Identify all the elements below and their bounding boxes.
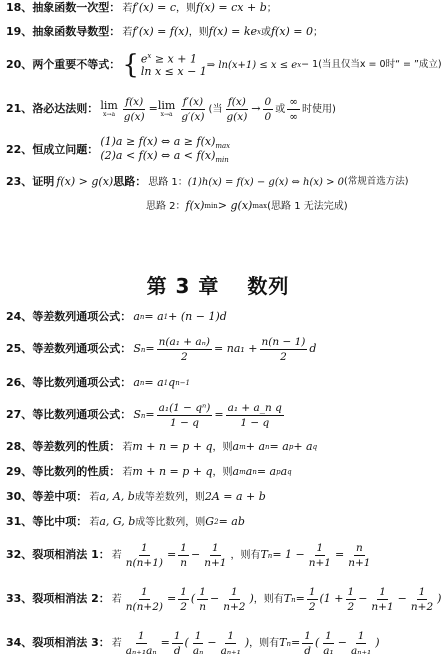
math: − bbox=[207, 636, 217, 650]
math: = bbox=[145, 342, 155, 356]
math: → bbox=[251, 102, 261, 116]
math: (1 + bbox=[319, 592, 344, 606]
math-sub: p bbox=[288, 443, 294, 452]
fraction bbox=[122, 96, 147, 123]
numerator: 0 bbox=[263, 96, 274, 110]
item-title: 等比数列通项公式： bbox=[32, 408, 132, 422]
lim-sub: x→a bbox=[160, 110, 173, 118]
text: 若 bbox=[122, 466, 133, 478]
math: f(x) = cx + b bbox=[196, 1, 267, 14]
item-number: 18、 bbox=[6, 1, 33, 14]
numerator: 1 bbox=[210, 542, 221, 556]
math: + a bbox=[245, 440, 266, 453]
denominator: aₙ₊₁ bbox=[220, 645, 241, 658]
fraction bbox=[178, 586, 189, 613]
math: + (n − 1)d bbox=[168, 310, 227, 323]
math: f(x) > g(x) bbox=[56, 175, 114, 188]
math-sub: n bbox=[291, 595, 296, 604]
text: 成等比数列，则 bbox=[135, 516, 206, 528]
math: = bbox=[167, 592, 177, 606]
math: ( bbox=[190, 592, 196, 606]
math: − bbox=[190, 548, 201, 562]
numerator: n(a₁ + aₙ) bbox=[157, 336, 212, 350]
denominator: 2 bbox=[280, 351, 287, 364]
fraction bbox=[202, 542, 228, 569]
math-sup: n−1 bbox=[175, 379, 191, 388]
numerator: 1 bbox=[139, 542, 150, 556]
denominator: 1 − q bbox=[240, 417, 270, 430]
math: = bbox=[295, 592, 305, 606]
fraction bbox=[124, 586, 165, 613]
formula-28 bbox=[6, 441, 432, 454]
math-sub: n bbox=[267, 551, 273, 560]
fraction bbox=[179, 96, 206, 123]
math: > g(x) bbox=[217, 199, 253, 212]
math: a, A, b bbox=[99, 490, 135, 503]
math: f(x) bbox=[185, 199, 205, 212]
math: S bbox=[133, 342, 141, 356]
math-sub: n bbox=[140, 411, 146, 420]
numerator: 1 bbox=[377, 586, 388, 600]
item-number: 29、 bbox=[6, 465, 33, 478]
item-number: 31、 bbox=[6, 515, 33, 528]
math-sup: x bbox=[257, 28, 261, 37]
numerator: a₁ + a_n q bbox=[226, 402, 284, 416]
chapter-label: 第 3 章 bbox=[146, 274, 220, 298]
math: = bbox=[167, 548, 177, 562]
math-sup: 2 bbox=[214, 518, 219, 527]
fraction bbox=[157, 402, 213, 429]
text: (当 bbox=[208, 103, 223, 115]
math: ) bbox=[375, 636, 380, 650]
numerator: 1 bbox=[417, 586, 428, 600]
denominator: g′(x) bbox=[181, 111, 205, 124]
math: ( bbox=[184, 636, 189, 650]
math: ( bbox=[314, 636, 320, 650]
text: (思路 1 无法完成) bbox=[267, 200, 348, 212]
denominator: 2 bbox=[180, 351, 188, 364]
chapter-heading bbox=[0, 270, 436, 299]
math: = bbox=[160, 636, 170, 650]
item-number: 21、 bbox=[6, 102, 33, 116]
math: a bbox=[232, 465, 240, 478]
fraction bbox=[369, 586, 395, 613]
denominator: a₁ bbox=[323, 645, 334, 658]
numerator: f(x) bbox=[226, 96, 248, 110]
item-number: 23、 bbox=[6, 175, 33, 188]
math: (1)h(x) = f(x) − g(x) ⇔ h(x) > 0 bbox=[187, 176, 344, 188]
denominator: n+2 bbox=[410, 601, 434, 614]
text: ，则有 bbox=[249, 637, 280, 649]
math: = a bbox=[256, 465, 277, 478]
item-number: 24、 bbox=[6, 310, 33, 323]
formula-21 bbox=[6, 96, 432, 123]
math: a bbox=[245, 465, 253, 478]
denominator: n+2 bbox=[223, 601, 246, 614]
math: ≥ x + 1 bbox=[151, 52, 197, 66]
math-sub: n bbox=[139, 313, 145, 322]
lim: lim bbox=[157, 99, 176, 113]
fraction bbox=[124, 630, 159, 657]
math-sub: min bbox=[204, 202, 218, 211]
brace-system bbox=[122, 52, 206, 79]
math: = bbox=[145, 408, 155, 422]
fraction bbox=[287, 96, 300, 123]
item-title: 等比数列通项公式： bbox=[32, 376, 132, 389]
fraction bbox=[346, 586, 357, 613]
denominator: n(n+1) bbox=[125, 557, 163, 570]
numerator: 1 bbox=[225, 630, 236, 644]
math: − bbox=[209, 592, 220, 606]
numerator: 1 bbox=[356, 630, 367, 644]
math: ⇒ ln(x+1) ≤ x ≤ e bbox=[206, 59, 298, 71]
item-number: 25、 bbox=[6, 342, 33, 356]
fraction bbox=[224, 96, 249, 123]
fraction bbox=[349, 630, 373, 657]
math-sub: m bbox=[239, 443, 246, 452]
math: = a bbox=[144, 376, 164, 389]
text: ，则 bbox=[212, 466, 233, 478]
math-sub: n bbox=[286, 639, 292, 648]
math: f(x) = 0 bbox=[270, 25, 314, 38]
item-title: 证明 bbox=[32, 175, 55, 188]
numerator: f(x) bbox=[123, 96, 145, 110]
formula-23 bbox=[6, 176, 432, 189]
fraction bbox=[302, 630, 313, 657]
fraction bbox=[226, 402, 284, 429]
text: 或 bbox=[275, 103, 286, 115]
denominator: 1 − q bbox=[170, 417, 199, 430]
formula-30 bbox=[6, 491, 432, 504]
text: ，则有 bbox=[230, 549, 261, 561]
formula-29 bbox=[6, 466, 432, 479]
numerator: 1 bbox=[197, 586, 208, 600]
denominator: 2 bbox=[347, 601, 355, 614]
math: = bbox=[335, 548, 345, 562]
numerator: 1 bbox=[302, 630, 313, 644]
item-title: 抽象函数一次型： bbox=[32, 1, 121, 14]
fraction bbox=[260, 336, 308, 363]
text: 若 bbox=[89, 491, 100, 503]
math-sub: max bbox=[215, 142, 231, 151]
denominator: d bbox=[173, 645, 181, 658]
lim: lim bbox=[100, 99, 118, 113]
math: T bbox=[260, 548, 268, 562]
math: m + n = p + q bbox=[132, 440, 213, 453]
denominator: g(x) bbox=[226, 111, 248, 124]
formula-26 bbox=[6, 377, 432, 390]
numerator: 1 bbox=[315, 542, 326, 556]
math: (1)a ≥ f(x) ⇔ a ≥ f(x) bbox=[100, 135, 216, 148]
text: 若 bbox=[122, 441, 133, 453]
text: 若 bbox=[111, 593, 122, 605]
math-sub: m bbox=[239, 468, 246, 477]
math: d bbox=[309, 342, 317, 356]
denominator: n+1 bbox=[371, 601, 394, 614]
numerator: f′(x) bbox=[181, 96, 205, 110]
text: − 1(当且仅当x = 0时“ = ”成立) bbox=[301, 59, 442, 70]
math: ) bbox=[249, 592, 254, 606]
formula-18 bbox=[6, 2, 432, 15]
math: − bbox=[358, 592, 368, 606]
item-title: 裂项相消法 1： bbox=[32, 548, 110, 562]
text: 或 bbox=[260, 26, 271, 38]
item-number: 26、 bbox=[6, 376, 33, 389]
text: 思路 1： bbox=[148, 176, 188, 188]
lim-sub: x→a bbox=[103, 110, 116, 118]
denominator: g(x) bbox=[123, 111, 145, 124]
item-number: 30、 bbox=[6, 490, 33, 503]
math: = ab bbox=[218, 515, 245, 528]
fraction bbox=[221, 586, 247, 613]
fraction bbox=[178, 542, 189, 569]
text: ，则 bbox=[212, 441, 233, 453]
math: ) bbox=[244, 636, 250, 650]
math-sup: x bbox=[297, 61, 302, 70]
math: a bbox=[133, 310, 140, 323]
math: a, G, b bbox=[99, 515, 136, 528]
math: T bbox=[279, 636, 287, 650]
denominator: aₙ bbox=[192, 645, 204, 658]
denominator: n bbox=[199, 601, 206, 614]
formula-24 bbox=[6, 311, 432, 324]
item-number: 33、 bbox=[6, 592, 33, 606]
item-number: 19、 bbox=[6, 25, 33, 38]
numerator: n bbox=[354, 542, 365, 556]
math: a bbox=[232, 440, 240, 453]
math: = bbox=[214, 408, 224, 422]
text: ，则 bbox=[176, 2, 197, 14]
math: f(x) = ke bbox=[208, 25, 257, 38]
math-sub: 1 bbox=[163, 379, 169, 388]
fraction bbox=[124, 542, 165, 569]
math: S bbox=[133, 408, 141, 422]
fraction bbox=[307, 542, 333, 569]
math: e bbox=[140, 52, 148, 66]
formula-23-line2 bbox=[146, 200, 432, 213]
math-sub: n bbox=[140, 345, 146, 354]
text: ，则有 bbox=[253, 593, 284, 605]
math-sub: n bbox=[265, 443, 270, 452]
math-sub: 1 bbox=[163, 313, 169, 322]
math-sub: n bbox=[139, 379, 145, 388]
math: = bbox=[291, 636, 301, 650]
math: = bbox=[148, 102, 158, 116]
denominator: d bbox=[304, 645, 311, 658]
item-number: 27、 bbox=[6, 408, 33, 422]
numerator: ∞ bbox=[287, 96, 300, 110]
denominator: n+1 bbox=[204, 557, 227, 570]
numerator: 1 bbox=[178, 586, 189, 600]
numerator: n(n − 1) bbox=[260, 336, 308, 350]
fraction bbox=[307, 586, 318, 613]
fraction bbox=[219, 630, 243, 657]
fraction bbox=[321, 630, 335, 657]
math-sub: p bbox=[276, 468, 281, 477]
math: + a bbox=[293, 440, 313, 453]
math: ln x ≤ x − 1 bbox=[140, 65, 207, 79]
math: = na₁ + bbox=[214, 342, 258, 356]
numerator: 1 bbox=[229, 586, 240, 600]
item-title: 等差数列通项公式： bbox=[32, 342, 132, 356]
numerator: 1 bbox=[178, 542, 189, 556]
chapter-name: 数列 bbox=[247, 274, 290, 298]
numerator: 1 bbox=[193, 630, 204, 644]
math: (2)a < f(x) ⇔ a < f(x) bbox=[100, 149, 216, 163]
item-title: 等比数列的性质： bbox=[32, 465, 121, 478]
item-title: 裂项相消法 3： bbox=[32, 636, 110, 650]
text: 时使用) bbox=[301, 103, 336, 115]
fraction bbox=[197, 586, 208, 613]
math-sup: x bbox=[147, 52, 152, 60]
math: = 1 − bbox=[272, 548, 305, 562]
item-title: 两个重要不等式： bbox=[32, 58, 121, 72]
item-title: 裂项相消法 2： bbox=[32, 592, 110, 606]
denominator: 2 bbox=[308, 601, 316, 614]
formula-22 bbox=[6, 136, 432, 164]
math: a bbox=[133, 376, 140, 389]
denominator: ∞ bbox=[289, 111, 298, 124]
denominator: n+1 bbox=[308, 557, 331, 570]
text: ，则 bbox=[188, 26, 209, 38]
math: a bbox=[280, 465, 288, 478]
denominator: n bbox=[180, 557, 187, 570]
denominator: aₙ₊₁ bbox=[350, 645, 372, 658]
numerator: 1 bbox=[139, 586, 150, 600]
formula-33 bbox=[6, 586, 442, 614]
math-sub: max bbox=[252, 202, 268, 211]
item-number: 32、 bbox=[6, 548, 33, 562]
numerator: 1 bbox=[323, 630, 334, 644]
item-title: 恒成立问题： bbox=[32, 142, 99, 156]
text: 成等差数列，则 bbox=[134, 491, 205, 503]
numerator: 1 bbox=[136, 630, 147, 644]
numerator: a₁(1 − qⁿ) bbox=[157, 402, 213, 416]
fraction bbox=[263, 96, 274, 123]
item-number: 34、 bbox=[6, 636, 33, 650]
item-number: 20、 bbox=[6, 58, 33, 72]
math-sub: q bbox=[312, 443, 318, 452]
fraction bbox=[346, 542, 372, 569]
item-title: 等差数列通项公式： bbox=[32, 310, 132, 323]
math-sub: min bbox=[215, 156, 229, 165]
numerator: 1 bbox=[346, 586, 357, 600]
denominator: 2 bbox=[180, 601, 187, 614]
math: ) bbox=[437, 592, 442, 606]
numerator: 1 bbox=[307, 586, 318, 600]
text: 若 bbox=[122, 26, 133, 38]
item-title: 等比中项： bbox=[32, 515, 88, 528]
fraction bbox=[409, 586, 435, 613]
denominator: n+1 bbox=[348, 557, 371, 570]
text: ； bbox=[266, 2, 277, 14]
item-title: 思路： bbox=[113, 175, 147, 188]
item-number: 22、 bbox=[6, 142, 33, 156]
math: T bbox=[283, 592, 292, 606]
fraction bbox=[157, 336, 212, 363]
formula-34 bbox=[6, 630, 432, 657]
text: (常规首选方法) bbox=[344, 175, 409, 187]
fraction bbox=[172, 630, 183, 657]
formula-19 bbox=[6, 26, 432, 39]
text: 思路 2： bbox=[146, 200, 186, 212]
formula-27 bbox=[6, 402, 432, 429]
text: 若 bbox=[89, 516, 100, 528]
denominator: aₙ₊₁aₙ bbox=[125, 645, 157, 658]
text: 若 bbox=[122, 2, 133, 14]
math: = a bbox=[144, 310, 164, 323]
formula-32 bbox=[6, 542, 432, 569]
math: = a bbox=[269, 440, 289, 453]
denominator: 0 bbox=[264, 111, 272, 124]
math: − bbox=[397, 592, 407, 606]
math: 2A = a + b bbox=[204, 490, 266, 503]
item-title: 洛必达法则： bbox=[32, 102, 99, 116]
text: 若 bbox=[111, 549, 122, 561]
denominator: n(n+2) bbox=[125, 601, 163, 614]
math: f′(x) = f(x) bbox=[132, 25, 189, 38]
formula-25 bbox=[6, 336, 432, 363]
math: f′(x) = c bbox=[132, 1, 177, 14]
item-title: 等差数列的性质： bbox=[32, 440, 121, 453]
math: − bbox=[337, 636, 347, 650]
math: m + n = p + q bbox=[132, 465, 213, 478]
math: G bbox=[205, 515, 215, 528]
left-brace: { bbox=[122, 50, 139, 81]
text: ； bbox=[313, 26, 324, 38]
fraction bbox=[191, 630, 206, 657]
numerator: 1 bbox=[172, 630, 183, 644]
math-sub: q bbox=[287, 468, 292, 477]
item-title: 等差中项： bbox=[32, 490, 88, 503]
item-number: 28、 bbox=[6, 440, 33, 453]
item-title: 抽象函数导数型： bbox=[32, 25, 121, 38]
formula-20 bbox=[6, 50, 442, 81]
formula-31 bbox=[6, 516, 432, 529]
text: 若 bbox=[111, 637, 122, 649]
math: q bbox=[168, 376, 176, 389]
math-sub: n bbox=[252, 468, 257, 477]
